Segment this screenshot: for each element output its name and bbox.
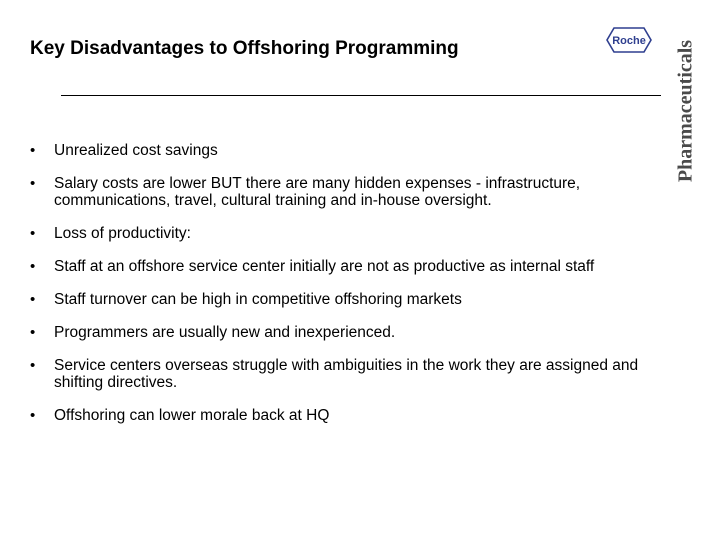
bullet-item: • Service centers overseas struggle with ambiguities in the work they are assigned and shifting directives. <box>30 357 670 391</box>
roche-logo <box>606 27 652 53</box>
slide-title: Key Disadvantages to Offshoring Programming <box>30 38 459 59</box>
roche-logo-text: Roche <box>612 35 646 47</box>
vertical-label-container <box>672 18 700 204</box>
pharmaceuticals-label: Pharmaceuticals <box>674 39 697 183</box>
roche-hexagon-icon <box>606 27 652 53</box>
bullet-item: • Offshoring can lower morale back at HQ <box>30 407 670 424</box>
bullet-item: • Loss of productivity: <box>30 225 670 242</box>
bullet-item: • Unrealized cost savings <box>30 142 670 159</box>
bullet-item: • Staff at an offshore service center initially are not as productive as internal staff <box>30 258 670 275</box>
title-divider <box>61 95 661 96</box>
bullet-item: • Programmers are usually new and inexperienced. <box>30 324 670 341</box>
bullet-list <box>30 142 670 440</box>
bullet-item: • Salary costs are lower BUT there are many hidden expenses - infrastructure, communications, travel, cultural training and in-house oversight. <box>30 175 670 209</box>
bullet-item: • Staff turnover can be high in competitive offshoring markets <box>30 291 670 308</box>
